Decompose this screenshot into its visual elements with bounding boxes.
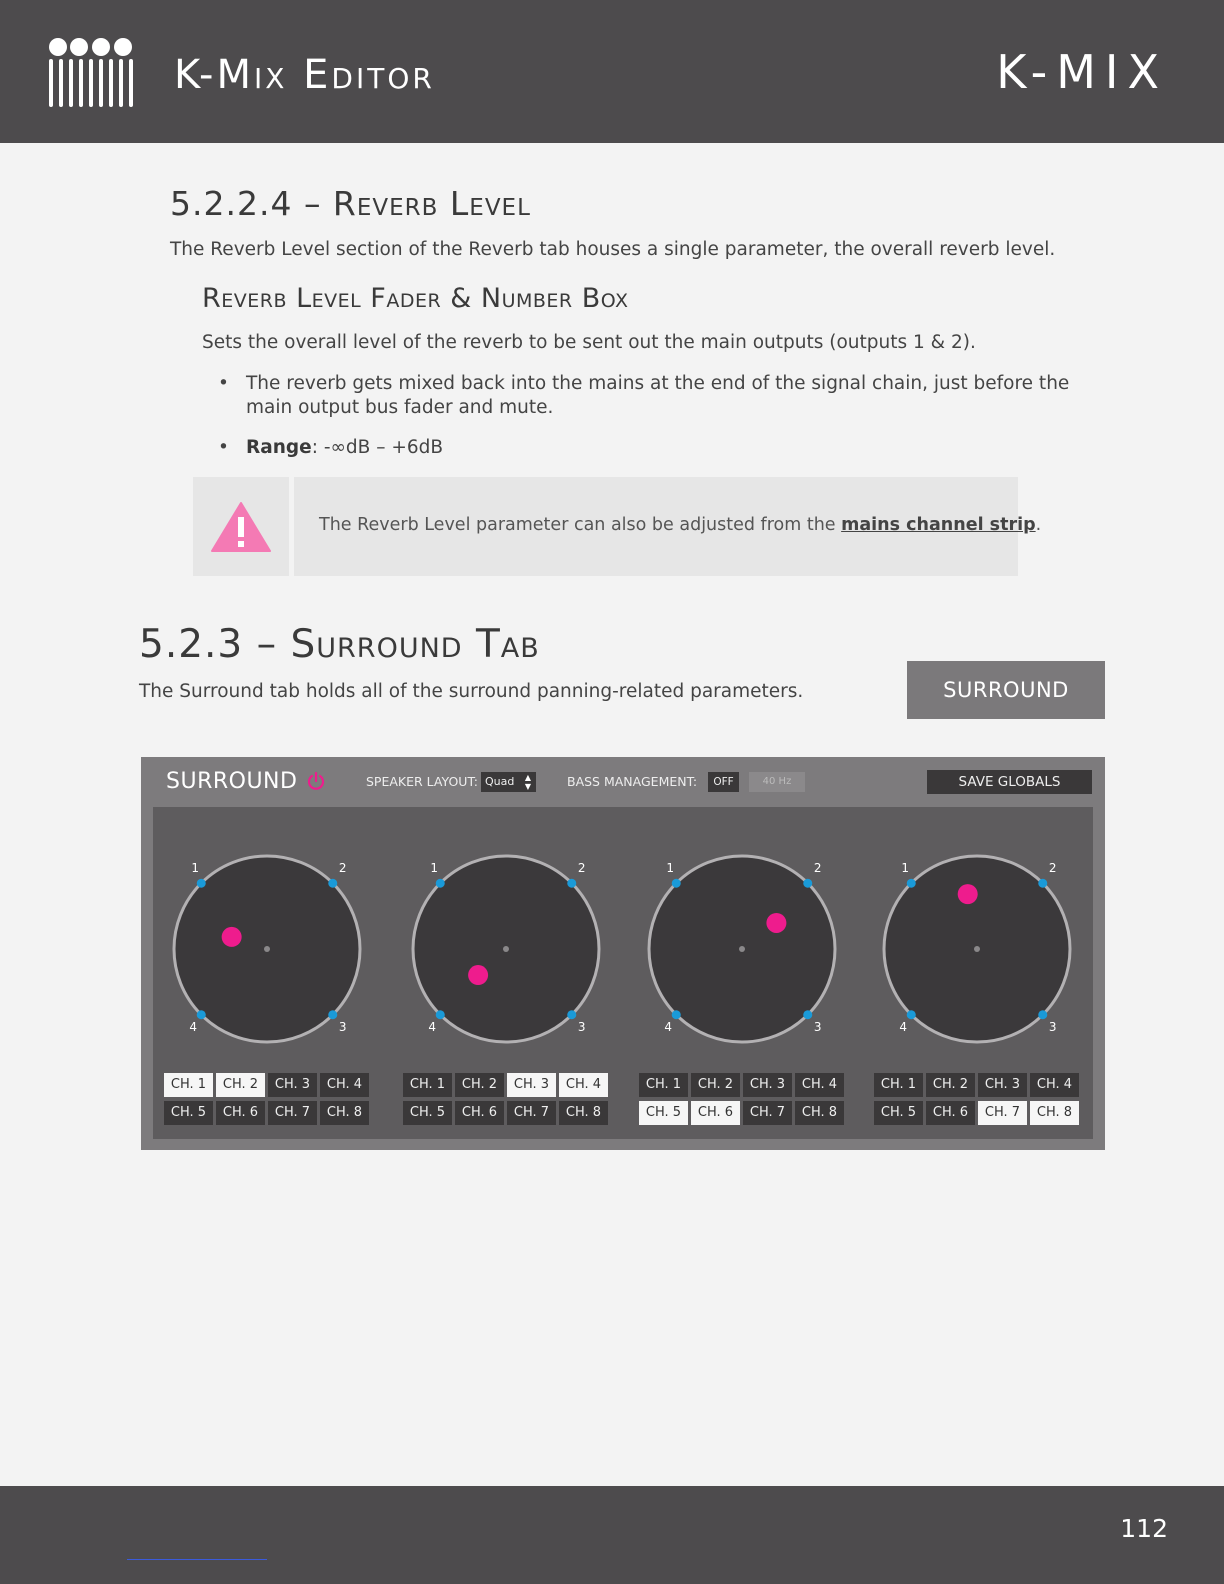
note-callout	[294, 477, 1042, 576]
channel-toggle-button[interactable]: CH. 6	[691, 1101, 740, 1125]
channel-toggle-button[interactable]: CH. 1	[874, 1073, 923, 1097]
channel-toggle-button[interactable]: CH. 5	[639, 1101, 688, 1125]
channel-toggle-button[interactable]: CH. 7	[268, 1101, 317, 1125]
speaker-label: 4	[428, 1019, 437, 1034]
speaker-label: 1	[191, 861, 200, 876]
channel-toggle-button[interactable]: CH. 8	[559, 1101, 608, 1125]
channel-toggle-button[interactable]: CH. 5	[164, 1101, 213, 1125]
channel-toggle-button[interactable]: CH. 3	[743, 1073, 792, 1097]
note-text: The Reverb Level parameter can also be adjusted from the mains channel strip.	[319, 515, 1042, 535]
range-label: Range	[246, 437, 312, 458]
channel-toggle-button[interactable]: CH. 3	[978, 1073, 1027, 1097]
kmix-logo-icon	[48, 37, 134, 107]
stepper-arrows-icon: ▲ ▼	[524, 773, 531, 791]
channel-select-grid	[164, 1073, 369, 1125]
channel-toggle-button[interactable]: CH. 6	[216, 1101, 265, 1125]
pan-position-puck[interactable]	[222, 927, 242, 947]
speaker-point	[197, 879, 206, 888]
speaker-point	[436, 1010, 445, 1019]
channel-toggle-button[interactable]: CH. 2	[926, 1073, 975, 1097]
section-heading-reverb-level: 5.2.2.4 – Reverb Level	[170, 184, 531, 223]
speaker-point	[907, 879, 916, 888]
speaker-point	[436, 879, 445, 888]
channel-toggle-button[interactable]: CH. 1	[639, 1073, 688, 1097]
page-footer	[0, 1486, 1224, 1584]
bass-management-toggle[interactable]: OFF	[708, 772, 739, 792]
speaker-label: 4	[189, 1019, 198, 1034]
save-globals-button[interactable]: SAVE GLOBALS	[927, 770, 1092, 794]
channel-toggle-button[interactable]: CH. 6	[926, 1101, 975, 1125]
speaker-point	[328, 1010, 337, 1019]
speaker-label: 3	[1048, 1019, 1057, 1034]
channel-select-grid	[403, 1073, 608, 1125]
warning-icon	[210, 501, 272, 553]
reverb-level-intro: The Reverb Level section of the Reverb tab houses a single parameter, the overall reverb level.	[170, 239, 1056, 260]
surround-tab-intro: The Surround tab holds all of the surround panning-related parameters.	[139, 681, 804, 702]
brand-wordmark: K-MIX	[996, 45, 1168, 99]
section-heading-surround-tab: 5.2.3 – Surround Tab	[139, 622, 540, 667]
speaker-label: 1	[666, 861, 675, 876]
panner-center-dot	[264, 946, 270, 952]
subheading-fader-number-box: Reverb Level Fader & Number Box	[202, 283, 629, 314]
speaker-point	[197, 1010, 206, 1019]
surround-panel	[141, 757, 1105, 1150]
mains-channel-strip-link[interactable]: mains channel strip	[841, 515, 1036, 535]
speaker-point	[672, 1010, 681, 1019]
channel-toggle-button[interactable]: CH. 7	[978, 1101, 1027, 1125]
range-value: : -∞dB – +6dB	[311, 437, 444, 458]
footer-link[interactable]	[127, 1559, 267, 1560]
channel-toggle-button[interactable]: CH. 4	[559, 1073, 608, 1097]
channel-toggle-button[interactable]: CH. 2	[455, 1073, 504, 1097]
speaker-point	[907, 1010, 916, 1019]
channel-toggle-button[interactable]: CH. 7	[507, 1101, 556, 1125]
fader-description: Sets the overall level of the reverb to be sent out the main outputs (outputs 1 & 2).	[202, 332, 976, 353]
channel-toggle-button[interactable]: CH. 4	[795, 1073, 844, 1097]
channel-toggle-button[interactable]: CH. 3	[268, 1073, 317, 1097]
speaker-label: 2	[338, 861, 347, 876]
speaker-label: 1	[901, 861, 910, 876]
speaker-point	[1038, 1010, 1047, 1019]
speaker-label: 1	[430, 861, 439, 876]
channel-toggle-button[interactable]: CH. 4	[320, 1073, 369, 1097]
speaker-label: 4	[899, 1019, 908, 1034]
speaker-point	[567, 879, 576, 888]
channel-toggle-button[interactable]: CH. 5	[403, 1101, 452, 1125]
channel-toggle-button[interactable]: CH. 8	[1030, 1101, 1079, 1125]
speaker-label: 2	[1048, 861, 1057, 876]
channel-toggle-button[interactable]: CH. 6	[455, 1101, 504, 1125]
power-icon[interactable]	[306, 771, 326, 791]
pan-position-puck[interactable]	[468, 965, 488, 985]
speaker-label: 3	[813, 1019, 822, 1034]
surround-panel-title: SURROUND	[166, 769, 298, 794]
channel-toggle-button[interactable]: CH. 7	[743, 1101, 792, 1125]
speaker-layout-label: SPEAKER LAYOUT:	[366, 774, 478, 789]
speaker-label: 2	[813, 861, 822, 876]
speaker-point	[672, 879, 681, 888]
list-item	[218, 436, 1098, 460]
document-title: K-Mix Editor	[174, 52, 435, 98]
bass-frequency-field[interactable]: 40 Hz	[749, 772, 805, 792]
panner-area	[153, 807, 1093, 1139]
speaker-label: 3	[577, 1019, 586, 1034]
channel-toggle-button[interactable]: CH. 1	[164, 1073, 213, 1097]
channel-toggle-button[interactable]: CH. 1	[403, 1073, 452, 1097]
channel-select-grid	[639, 1073, 844, 1125]
channel-toggle-button[interactable]: CH. 2	[216, 1073, 265, 1097]
note-icon-panel	[193, 477, 289, 576]
channel-toggle-button[interactable]: CH. 2	[691, 1073, 740, 1097]
speaker-point	[803, 1010, 812, 1019]
speaker-point	[803, 879, 812, 888]
speaker-point	[1038, 879, 1047, 888]
panner-center-dot	[739, 946, 745, 952]
channel-toggle-button[interactable]: CH. 5	[874, 1101, 923, 1125]
speaker-point	[567, 1010, 576, 1019]
speaker-point	[328, 879, 337, 888]
bass-management-label: BASS MANAGEMENT:	[567, 774, 698, 789]
channel-toggle-button[interactable]: CH. 8	[320, 1101, 369, 1125]
surround-tab-button[interactable]: SURROUND	[907, 661, 1105, 719]
speaker-layout-select[interactable]: Quad ▲ ▼	[481, 772, 536, 792]
pan-position-puck[interactable]	[766, 913, 786, 933]
channel-toggle-button[interactable]: CH. 3	[507, 1073, 556, 1097]
page-header	[0, 0, 1224, 143]
panner-center-dot	[503, 946, 509, 952]
channel-toggle-button[interactable]: CH. 4	[1030, 1073, 1079, 1097]
speaker-label: 4	[664, 1019, 673, 1034]
list-item: • The reverb gets mixed back into the mains at the end of the signal chain, just before the main output bus fader and mute.	[218, 372, 1098, 420]
speaker-label: 2	[577, 861, 586, 876]
channel-toggle-button[interactable]: CH. 8	[795, 1101, 844, 1125]
panner-center-dot	[974, 946, 980, 952]
channel-select-grid	[874, 1073, 1079, 1125]
parameter-notes-list	[218, 372, 1098, 476]
speaker-label: 3	[338, 1019, 347, 1034]
page-number: 112	[1120, 1514, 1168, 1543]
pan-position-puck[interactable]	[958, 884, 978, 904]
